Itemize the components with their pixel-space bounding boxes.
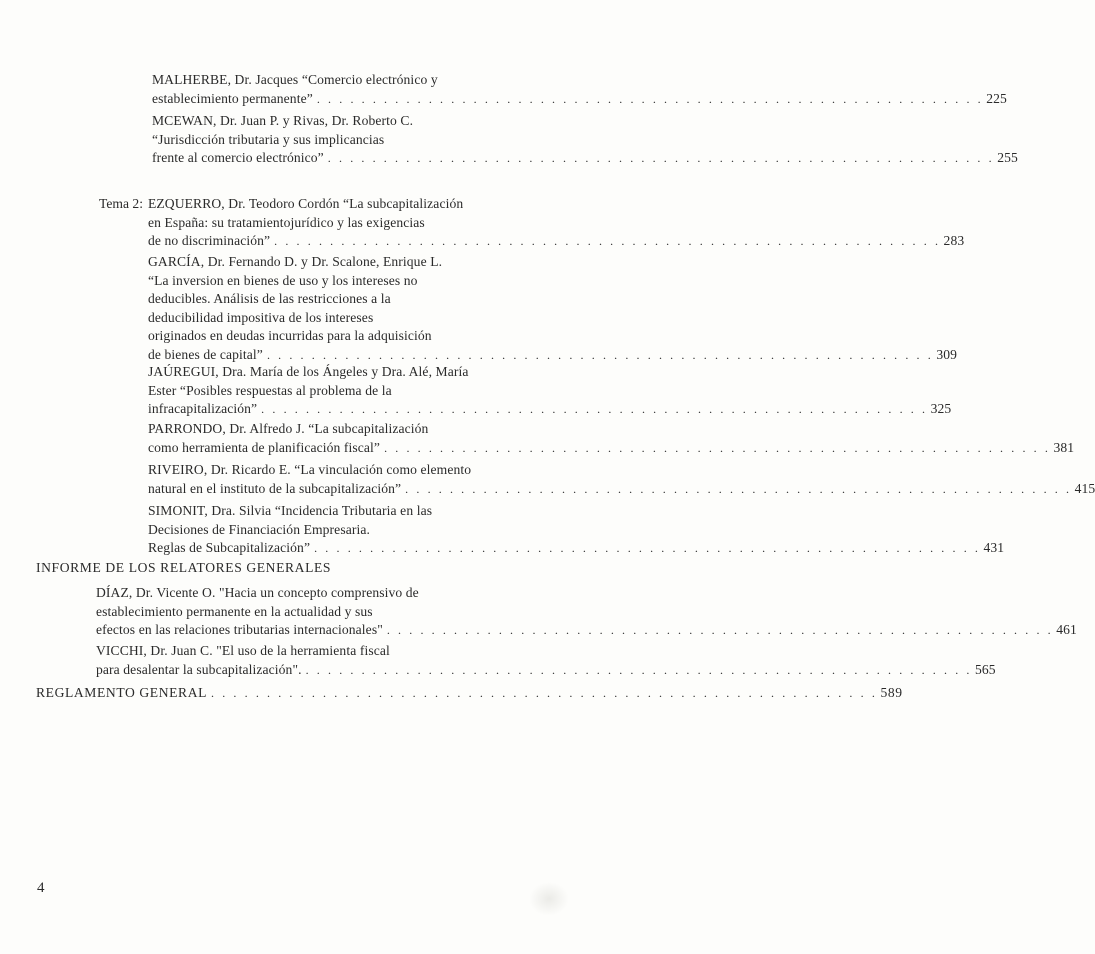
toc-entry-garcia xyxy=(148,253,958,365)
toc-entry-mcewan xyxy=(152,112,1018,168)
page-number: 589 xyxy=(880,685,903,700)
entry-line: “La inversion en bienes de uso y los intereses no xyxy=(148,272,418,288)
page-number: 283 xyxy=(943,233,965,249)
entry-line: como herramienta de planificación fiscal” xyxy=(148,439,381,455)
page-number: 225 xyxy=(986,90,1007,106)
entry-last-line xyxy=(96,661,996,680)
page-number: 309 xyxy=(936,346,958,362)
dot-leader: . . . . . . . . . . . . . . . . . . . . . . . . . . . . . . . . . . . . . . . . . . . . . . . . . . . . . . . . . . . . xyxy=(266,347,934,362)
entry-line: natural en el instituto de la subcapitalización” xyxy=(148,480,402,496)
toc-entry-vicchi xyxy=(96,642,996,679)
dot-leader: . . . . . . . . . . . . . . . . . . . . . . . . . . . . . . . . . . . . . . . . . . . . . . . . . . . . . . . . . . . . xyxy=(305,662,973,677)
toc-entry-reglamento xyxy=(36,684,903,703)
dot-leader: . . . . . . . . . . . . . . . . . . . . . . . . . . . . . . . . . . . . . . . . . . . . . . . . . . . . . . . . . . . . xyxy=(316,91,984,106)
entry-line: MCEWAN, Dr. Juan P. y Rivas, Dr. Roberto C. xyxy=(152,113,414,128)
page-number: 415 xyxy=(1074,480,1095,496)
entry-line: efectos en las relaciones tributarias internacionales" xyxy=(96,622,383,638)
toc-entry-malherbe xyxy=(152,71,1007,108)
page-number: 325 xyxy=(930,401,952,417)
toc-entry-ezquerro xyxy=(148,195,965,251)
entry-line: EZQUERRO, Dr. Teodoro Cordón “La subcapitalización xyxy=(148,196,464,211)
entry-line: establecimiento permanente en la actualidad y sus xyxy=(96,603,373,619)
paper-smudge xyxy=(529,882,569,916)
entry-line: GARCÍA, Dr. Fernando D. y Dr. Scalone, Enrique L. xyxy=(148,254,443,269)
entry-last-line xyxy=(148,439,1075,458)
page-number: 565 xyxy=(975,661,996,677)
entry-last-line xyxy=(96,621,1077,640)
section-heading-reglamento: REGLAMENTO GENERAL xyxy=(36,685,208,700)
entry-line: MALHERBE, Dr. Jacques “Comercio electrónico y xyxy=(152,72,438,87)
entry-last-line xyxy=(36,684,903,703)
entry-line: “Jurisdicción tributaria y sus implicancias xyxy=(152,131,385,147)
toc-entry-parrondo xyxy=(148,420,1075,457)
toc-entry-riveiro xyxy=(148,461,1095,498)
entry-line: para desalentar la subcapitalización". xyxy=(96,661,302,677)
entry-line: en España: su tratamientojurídico y las exigencias xyxy=(148,214,425,230)
entry-line: DÍAZ, Dr. Vicente O. "Hacia un concepto comprensivo de xyxy=(96,585,419,600)
entry-line: de bienes de capital” xyxy=(148,346,263,362)
page-number: 461 xyxy=(1056,622,1077,638)
entry-line: Decisiones de Financiación Empresaria. xyxy=(148,521,370,537)
entry-last-line xyxy=(148,480,1095,499)
entry-last-line xyxy=(148,232,965,251)
entry-line: Reglas de Subcapitalización” xyxy=(148,540,311,556)
dot-leader: . . . . . . . . . . . . . . . . . . . . . . . . . . . . . . . . . . . . . . . . . . . . . . . . . . . . . . . . . . . . xyxy=(261,402,928,417)
dot-leader: . . . . . . . . . . . . . . . . . . . . . . . . . . . . . . . . . . . . . . . . . . . . . . . . . . . . . . . . . . . . xyxy=(274,234,941,249)
dot-leader: . . . . . . . . . . . . . . . . . . . . . . . . . . . . . . . . . . . . . . . . . . . . . . . . . . . . . . . . . . . . xyxy=(386,623,1054,638)
entry-line: JAÚREGUI, Dra. María de los Ángeles y Dra. Alé, María xyxy=(148,364,469,379)
toc-entry-simonit xyxy=(148,502,1005,558)
entry-line: originados en deudas incurridas para la adquisición xyxy=(148,328,432,344)
dot-leader: . . . . . . . . . . . . . . . . . . . . . . . . . . . . . . . . . . . . . . . . . . . . . . . . . . . . . . . . . . . . xyxy=(314,541,981,556)
entry-last-line xyxy=(152,90,1007,109)
folio-page-number: 4 xyxy=(37,880,45,896)
page-number: 255 xyxy=(997,150,1018,166)
entry-line: establecimiento permanente” xyxy=(152,90,313,106)
entry-line: SIMONIT, Dra. Silvia “Incidencia Tributaria en las xyxy=(148,503,433,518)
entry-line: VICCHI, Dr. Juan C. "El uso de la herramienta fiscal xyxy=(96,643,390,658)
section-heading-informe: INFORME DE LOS RELATORES GENERALES xyxy=(36,560,332,575)
dot-leader: . . . . . . . . . . . . . . . . . . . . . . . . . . . . . . . . . . . . . . . . . . . . . . . . . . . . . . . . . . . . xyxy=(384,440,1051,455)
entry-line: Ester “Posibles respuestas al problema de la xyxy=(148,382,392,398)
toc-entry-jauregui xyxy=(148,363,952,419)
entry-line: deducibles. Análisis de las restricciones a la xyxy=(148,291,391,307)
entry-line: infracapitalización” xyxy=(148,401,258,417)
toc-entry-diaz xyxy=(96,584,1077,640)
entry-line: RIVEIRO, Dr. Ricardo E. “La vinculación como elemento xyxy=(148,462,472,477)
entry-line: de no discriminación” xyxy=(148,233,271,249)
dot-leader: . . . . . . . . . . . . . . . . . . . . . . . . . . . . . . . . . . . . . . . . . . . . . . . . . . . . . . . . . . . . xyxy=(405,481,1072,496)
entry-last-line xyxy=(152,149,1018,168)
dot-leader: . . . . . . . . . . . . . . . . . . . . . . . . . . . . . . . . . . . . . . . . . . . . . . . . . . . . . . . . . . . . xyxy=(327,151,995,166)
entry-last-line xyxy=(148,400,952,419)
entry-last-line xyxy=(148,539,1005,558)
entry-line: deducibilidad impositiva de los intereses xyxy=(148,309,374,325)
dot-leader: . . . . . . . . . . . . . . . . . . . . . . . . . . . . . . . . . . . . . . . . . . . . . . . . . . . . . . . . . . . . xyxy=(211,686,878,700)
entry-line: frente al comercio electrónico” xyxy=(152,150,324,166)
tema-label: Tema 2: xyxy=(99,196,143,211)
page-number: 431 xyxy=(983,540,1005,556)
page-number: 381 xyxy=(1053,439,1075,455)
entry-last-line xyxy=(148,346,958,365)
entry-line: PARRONDO, Dr. Alfredo J. “La subcapitalización xyxy=(148,421,429,436)
